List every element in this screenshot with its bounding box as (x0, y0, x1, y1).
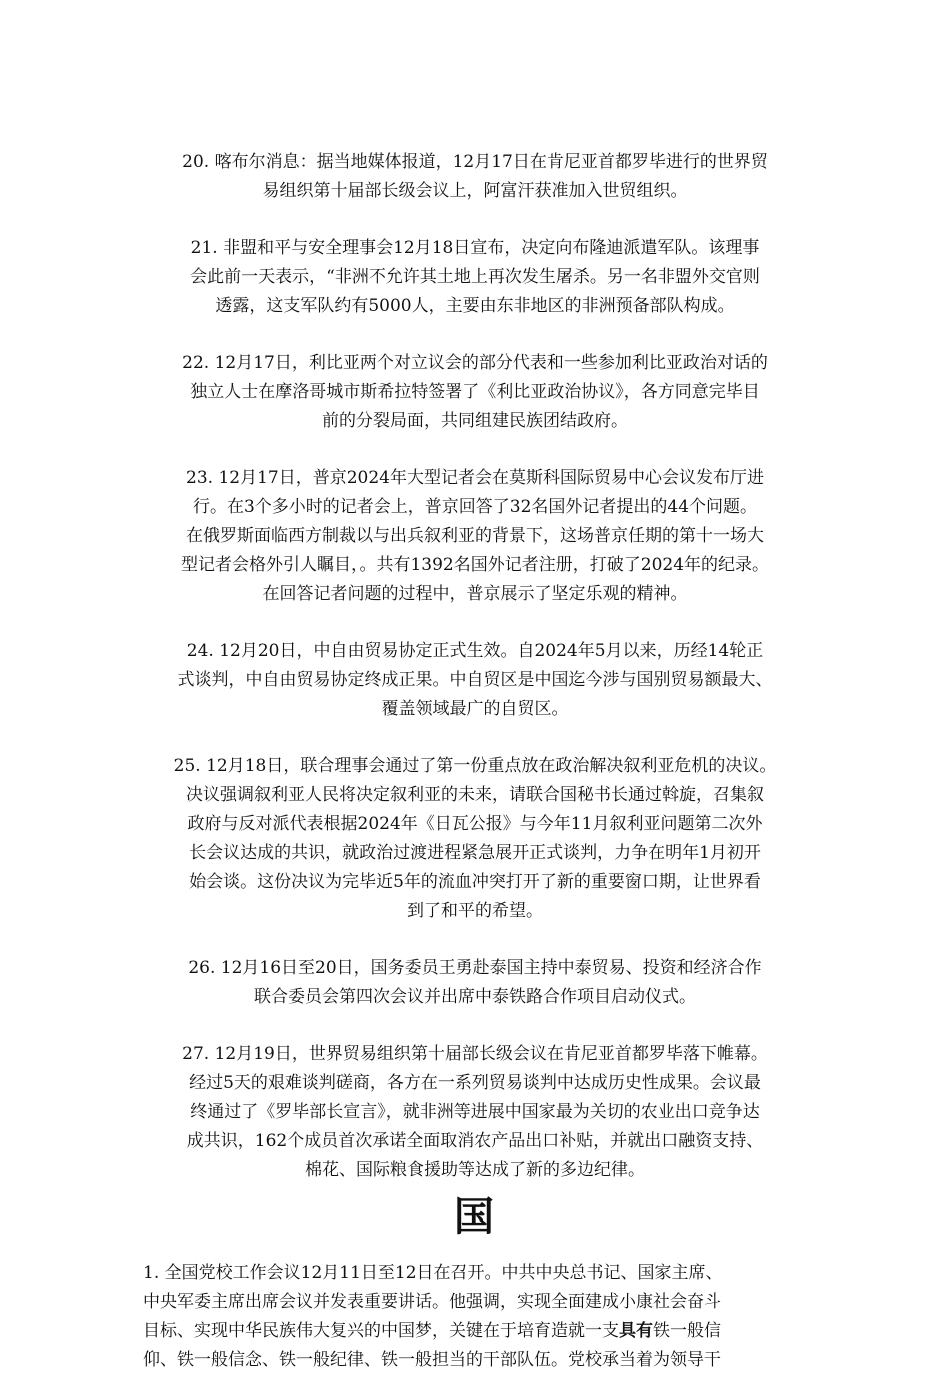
domestic-item-text-before: 1. 全国党校工作会议12月11日至12日在召开。中共中央总书记、国家主席、 中央军委主席出席会议并发表重要讲话。他强调，实现全面建成小康社会奋斗 目标、实现中华民族伟大复兴的中国梦，关键在于培育造就一支 (143, 1263, 723, 1341)
section-heading: 国 (454, 1193, 496, 1240)
domestic-item-1 (143, 1259, 807, 1375)
news-item-27: 27. 12月19日，世界贸易组织第十届部长级会议在肯尼亚首都罗毕落下帷幕。 经过5天的艰难谈判磋商，各方在一系列贸易谈判中达成历史性成果。会议最 终通过了《罗毕部长宣言》，就非洲等进展中国家最为关切的农业出口竞争达 成共识，162个成员首次承诺全面取消农产品出口补贴，并就出口融资支持、 棉花、国际粮食援助等达成了新的多边纪律。 (182, 1044, 768, 1180)
news-item-23: 23. 12月17日，普京2024年大型记者会在莫斯科国际贸易中心会议发布厅进 行。在3个多小时的记者会上，普京回答了32名国外记者提出的44个问题。 在俄罗斯面临西方制裁以与出兵叙利亚的背景下，这场普京任期的第十一场大 型记者会格外引人瞩目，。共有1392名国外记者注册，打破了2024年的纪录。 在回答记者问题的过程中，普京展示了坚定乐观的精神。 (180, 468, 770, 604)
news-item-22: 22. 12月17日，利比亚两个对立议会的部分代表和一些参加利比亚政治对话的 独立人士在摩洛哥城市斯希拉特签署了《利比亚政治协议》，各方同意完毕目 前的分裂局面，共同组建民族团结政府。 (182, 353, 768, 431)
news-item-25: 25. 12月18日，联合理事会通过了第一份重点放在政治解决叙利亚危机的决议。 决议强调叙利亚人民将决定叙利亚的未来，请联合国秘书长通过斡旋，召集叙 政府与反对派代表根据2024年《日瓦公报》与今年11月叙利亚问题第二次外 长会议达成的共识，就政治过渡进程紧急展开正式谈判，力争在明年1月初开 始会谈。这份决议为完毕近5年的流血冲突打开了新的重要窗口期，让世界看 到了和平的希望。 (173, 756, 777, 921)
news-item-26: 26. 12月16日至20日，国务委员王勇赴泰国主持中泰贸易、投资和经济合作 联合委员会第四次会议并出席中泰铁路合作项目启动仪式。 (188, 958, 762, 1007)
news-item-21: 21. 非盟和平与安全理事会12月18日宣布，决定向布隆迪派遣军队。该理事 会此前一天表示，“非洲不允许其土地上再次发生屠杀。另一名非盟外交官则 透露，这支军队约有5000人，主要由东非地区的非洲预备部队构成。 (190, 238, 760, 316)
domestic-item-bold-text: 具有 (619, 1321, 653, 1341)
news-item-20: 20. 喀布尔消息：据当地媒体报道，12月17日在肯尼亚首都罗毕进行的世界贸 易组织第十届部长级会议上，阿富汗获准加入世贸组织。 (182, 152, 768, 201)
document-page (143, 148, 807, 1375)
domestic-item-text-after: 铁一般信 仰、铁一般信念、铁一般纪律、铁一般担当的干部队伍。党校承当着为领导干 (143, 1321, 721, 1370)
news-item-24: 24. 12月20日，中自由贸易协定正式生效。自2024年5月以来，历经14轮正 式谈判，中自由贸易协定终成正果。中自贸区是中国迄今涉与国别贸易额最大、 覆盖领域最广的自贸区。 (177, 641, 773, 719)
